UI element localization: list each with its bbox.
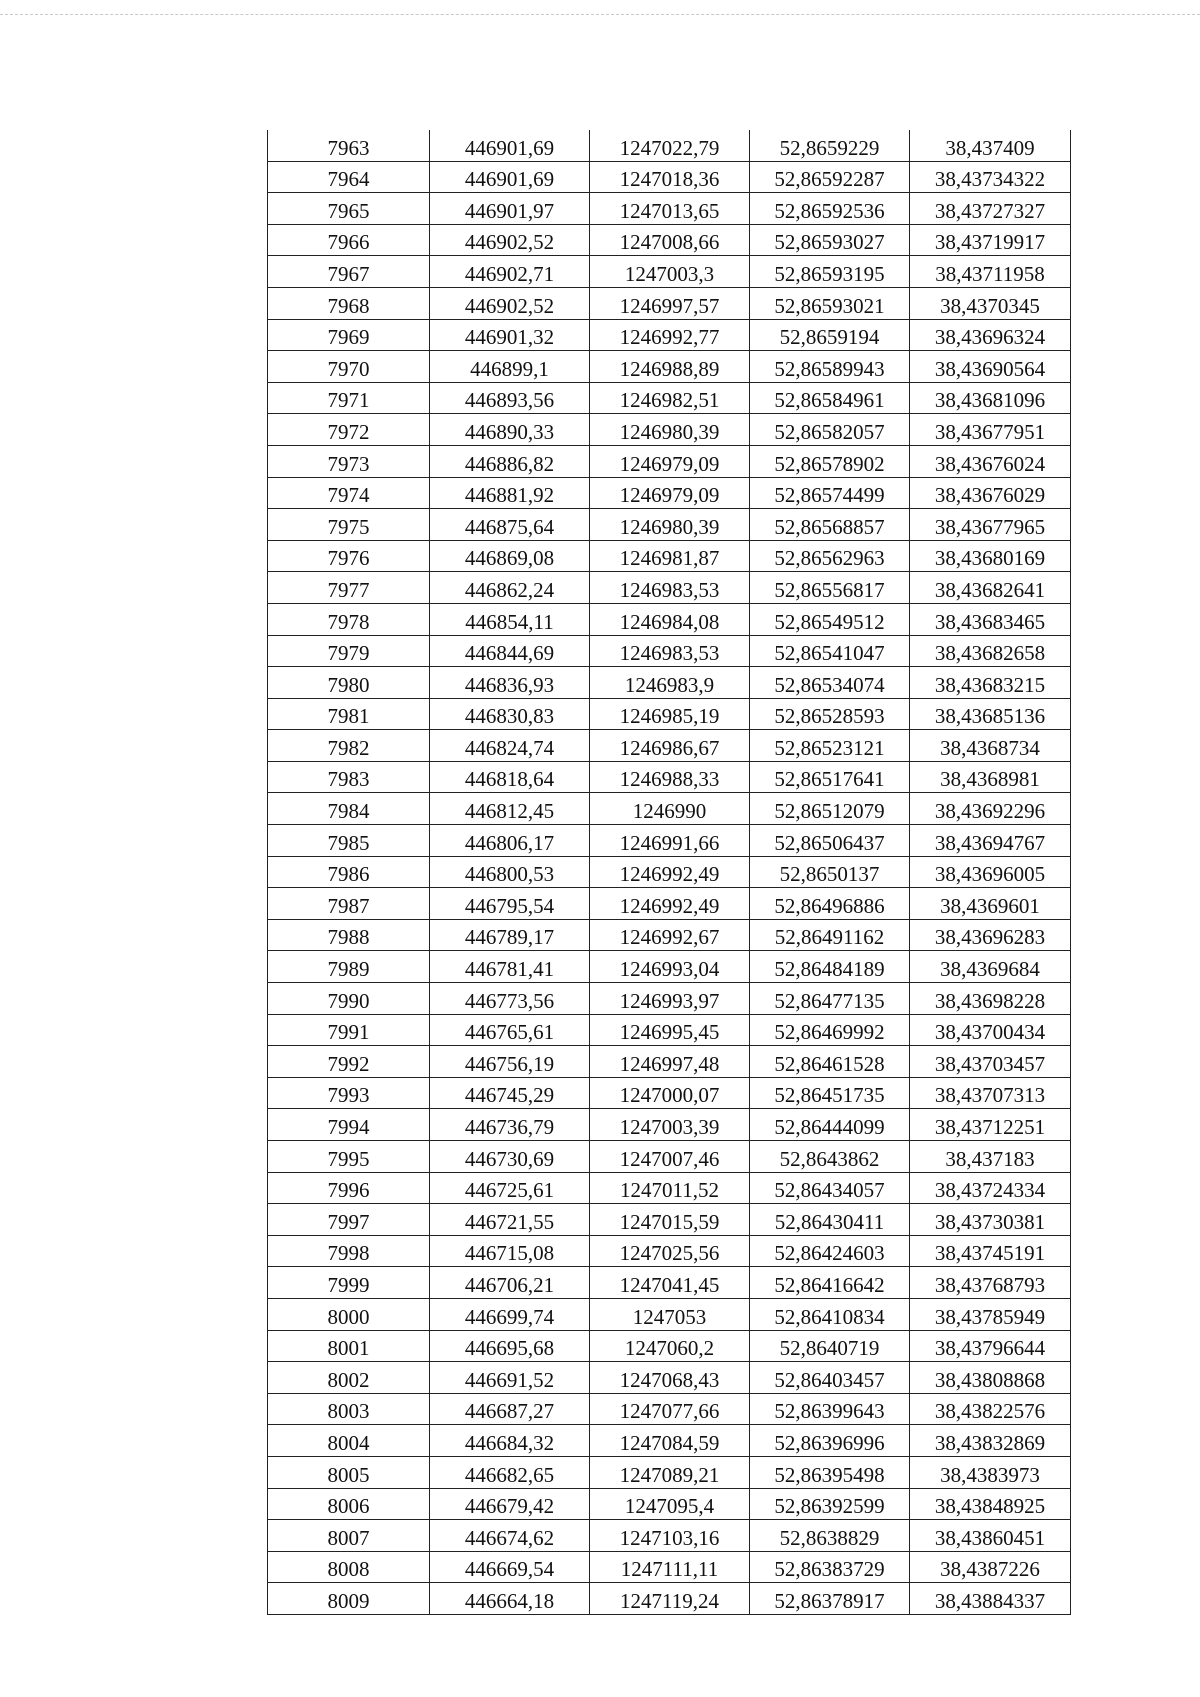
- table-row: [268, 1393, 1071, 1425]
- latitude-cell: 52,86592536: [750, 193, 910, 225]
- y-coordinate-cell: 1247007,46: [590, 1141, 750, 1173]
- point-number-cell: 8002: [268, 1362, 430, 1394]
- x-coordinate-cell: 446869,08: [430, 540, 590, 572]
- x-coordinate-cell: 446824,74: [430, 730, 590, 762]
- point-number-cell: 7981: [268, 698, 430, 730]
- point-number-cell: 7974: [268, 477, 430, 509]
- longitude-cell: 38,43860451: [910, 1520, 1071, 1552]
- point-number-cell: 7998: [268, 1235, 430, 1267]
- longitude-cell: 38,4368734: [910, 730, 1071, 762]
- latitude-cell: 52,86461528: [750, 1046, 910, 1078]
- latitude-cell: 52,86383729: [750, 1551, 910, 1583]
- x-coordinate-cell: 446682,65: [430, 1456, 590, 1488]
- latitude-cell: 52,86396996: [750, 1425, 910, 1457]
- table-row: [268, 698, 1071, 730]
- point-number-cell: 8005: [268, 1456, 430, 1488]
- x-coordinate-cell: 446862,24: [430, 572, 590, 604]
- x-coordinate-cell: 446902,52: [430, 287, 590, 319]
- x-coordinate-cell: 446812,45: [430, 793, 590, 825]
- longitude-cell: 38,43696283: [910, 919, 1071, 951]
- x-coordinate-cell: 446901,32: [430, 319, 590, 351]
- longitude-cell: 38,43727327: [910, 193, 1071, 225]
- y-coordinate-cell: 1246997,57: [590, 287, 750, 319]
- x-coordinate-cell: 446736,79: [430, 1109, 590, 1141]
- point-number-cell: 8008: [268, 1551, 430, 1583]
- longitude-cell: 38,43683465: [910, 603, 1071, 635]
- point-number-cell: 7984: [268, 793, 430, 825]
- longitude-cell: 38,43848925: [910, 1488, 1071, 1520]
- y-coordinate-cell: 1247018,36: [590, 161, 750, 193]
- table-row: [268, 1488, 1071, 1520]
- latitude-cell: 52,86523121: [750, 730, 910, 762]
- y-coordinate-cell: 1247077,66: [590, 1393, 750, 1425]
- longitude-cell: 38,43682658: [910, 635, 1071, 667]
- longitude-cell: 38,4369601: [910, 888, 1071, 920]
- table-row: [268, 509, 1071, 541]
- latitude-cell: 52,86584961: [750, 382, 910, 414]
- y-coordinate-cell: 1246991,66: [590, 825, 750, 857]
- y-coordinate-cell: 1246984,08: [590, 603, 750, 635]
- coordinates-table: [267, 130, 1071, 1615]
- x-coordinate-cell: 446730,69: [430, 1141, 590, 1173]
- table-row: [268, 951, 1071, 983]
- latitude-cell: 52,86578902: [750, 445, 910, 477]
- latitude-cell: 52,86534074: [750, 667, 910, 699]
- longitude-cell: 38,43676029: [910, 477, 1071, 509]
- longitude-cell: 38,43682641: [910, 572, 1071, 604]
- table-row: [268, 1014, 1071, 1046]
- latitude-cell: 52,86582057: [750, 414, 910, 446]
- latitude-cell: 52,86451735: [750, 1077, 910, 1109]
- table-row: [268, 1330, 1071, 1362]
- point-number-cell: 7995: [268, 1141, 430, 1173]
- longitude-cell: 38,43745191: [910, 1235, 1071, 1267]
- longitude-cell: 38,43707313: [910, 1077, 1071, 1109]
- latitude-cell: 52,86562963: [750, 540, 910, 572]
- point-number-cell: 7975: [268, 509, 430, 541]
- x-coordinate-cell: 446902,52: [430, 224, 590, 256]
- y-coordinate-cell: 1246995,45: [590, 1014, 750, 1046]
- x-coordinate-cell: 446844,69: [430, 635, 590, 667]
- longitude-cell: 38,4369684: [910, 951, 1071, 983]
- y-coordinate-cell: 1246992,77: [590, 319, 750, 351]
- table-row: [268, 825, 1071, 857]
- table-row: [268, 1425, 1071, 1457]
- y-coordinate-cell: 1246982,51: [590, 382, 750, 414]
- x-coordinate-cell: 446706,21: [430, 1267, 590, 1299]
- y-coordinate-cell: 1247119,24: [590, 1583, 750, 1615]
- longitude-cell: 38,43692296: [910, 793, 1071, 825]
- table-row: [268, 603, 1071, 635]
- x-coordinate-cell: 446781,41: [430, 951, 590, 983]
- point-number-cell: 7986: [268, 856, 430, 888]
- table-row: [268, 540, 1071, 572]
- point-number-cell: 7988: [268, 919, 430, 951]
- table-row: [268, 256, 1071, 288]
- table-row: [268, 1141, 1071, 1173]
- longitude-cell: 38,437409: [910, 130, 1071, 161]
- x-coordinate-cell: 446818,64: [430, 761, 590, 793]
- table-row: [268, 1046, 1071, 1078]
- x-coordinate-cell: 446715,08: [430, 1235, 590, 1267]
- table-row: [268, 919, 1071, 951]
- longitude-cell: 38,43730381: [910, 1204, 1071, 1236]
- y-coordinate-cell: 1247015,59: [590, 1204, 750, 1236]
- latitude-cell: 52,86496886: [750, 888, 910, 920]
- latitude-cell: 52,86556817: [750, 572, 910, 604]
- latitude-cell: 52,86589943: [750, 351, 910, 383]
- point-number-cell: 7965: [268, 193, 430, 225]
- point-number-cell: 7982: [268, 730, 430, 762]
- x-coordinate-cell: 446901,97: [430, 193, 590, 225]
- table-row: [268, 793, 1071, 825]
- longitude-cell: 38,43712251: [910, 1109, 1071, 1141]
- point-number-cell: 7996: [268, 1172, 430, 1204]
- latitude-cell: 52,86416642: [750, 1267, 910, 1299]
- x-coordinate-cell: 446795,54: [430, 888, 590, 920]
- y-coordinate-cell: 1246979,09: [590, 445, 750, 477]
- point-number-cell: 7992: [268, 1046, 430, 1078]
- table-row: [268, 351, 1071, 383]
- longitude-cell: 38,43734322: [910, 161, 1071, 193]
- longitude-cell: 38,43677951: [910, 414, 1071, 446]
- x-coordinate-cell: 446893,56: [430, 382, 590, 414]
- x-coordinate-cell: 446854,11: [430, 603, 590, 635]
- table-row: [268, 1172, 1071, 1204]
- table-row: [268, 761, 1071, 793]
- x-coordinate-cell: 446875,64: [430, 509, 590, 541]
- x-coordinate-cell: 446830,83: [430, 698, 590, 730]
- table-row: [268, 130, 1071, 161]
- longitude-cell: 38,43768793: [910, 1267, 1071, 1299]
- point-number-cell: 8007: [268, 1520, 430, 1552]
- latitude-cell: 52,86593195: [750, 256, 910, 288]
- table-row: [268, 1520, 1071, 1552]
- x-coordinate-cell: 446687,27: [430, 1393, 590, 1425]
- x-coordinate-cell: 446773,56: [430, 983, 590, 1015]
- point-number-cell: 7979: [268, 635, 430, 667]
- y-coordinate-cell: 1247089,21: [590, 1456, 750, 1488]
- y-coordinate-cell: 1247011,52: [590, 1172, 750, 1204]
- table-row: [268, 224, 1071, 256]
- latitude-cell: 52,8640719: [750, 1330, 910, 1362]
- latitude-cell: 52,86469992: [750, 1014, 910, 1046]
- coordinates-table-body: [268, 130, 1071, 1614]
- point-number-cell: 7983: [268, 761, 430, 793]
- y-coordinate-cell: 1246983,9: [590, 667, 750, 699]
- table-row: [268, 477, 1071, 509]
- y-coordinate-cell: 1247003,39: [590, 1109, 750, 1141]
- longitude-cell: 38,43680169: [910, 540, 1071, 572]
- table-row: [268, 856, 1071, 888]
- point-number-cell: 7993: [268, 1077, 430, 1109]
- y-coordinate-cell: 1247084,59: [590, 1425, 750, 1457]
- x-coordinate-cell: 446699,74: [430, 1298, 590, 1330]
- point-number-cell: 8006: [268, 1488, 430, 1520]
- x-coordinate-cell: 446721,55: [430, 1204, 590, 1236]
- longitude-cell: 38,437183: [910, 1141, 1071, 1173]
- point-number-cell: 7976: [268, 540, 430, 572]
- longitude-cell: 38,43884337: [910, 1583, 1071, 1615]
- longitude-cell: 38,43796644: [910, 1330, 1071, 1362]
- y-coordinate-cell: 1247111,11: [590, 1551, 750, 1583]
- table-row: [268, 1077, 1071, 1109]
- latitude-cell: 52,86434057: [750, 1172, 910, 1204]
- y-coordinate-cell: 1247095,4: [590, 1488, 750, 1520]
- x-coordinate-cell: 446679,42: [430, 1488, 590, 1520]
- y-coordinate-cell: 1247060,2: [590, 1330, 750, 1362]
- table-row: [268, 1362, 1071, 1394]
- table-row: [268, 414, 1071, 446]
- y-coordinate-cell: 1246992,49: [590, 856, 750, 888]
- point-number-cell: 7991: [268, 1014, 430, 1046]
- longitude-cell: 38,43808868: [910, 1362, 1071, 1394]
- y-coordinate-cell: 1247041,45: [590, 1267, 750, 1299]
- latitude-cell: 52,86512079: [750, 793, 910, 825]
- latitude-cell: 52,86593027: [750, 224, 910, 256]
- x-coordinate-cell: 446691,52: [430, 1362, 590, 1394]
- latitude-cell: 52,86395498: [750, 1456, 910, 1488]
- x-coordinate-cell: 446756,19: [430, 1046, 590, 1078]
- x-coordinate-cell: 446881,92: [430, 477, 590, 509]
- latitude-cell: 52,86403457: [750, 1362, 910, 1394]
- latitude-cell: 52,86444099: [750, 1109, 910, 1141]
- latitude-cell: 52,86592287: [750, 161, 910, 193]
- point-number-cell: 8003: [268, 1393, 430, 1425]
- table-row: [268, 635, 1071, 667]
- x-coordinate-cell: 446901,69: [430, 161, 590, 193]
- latitude-cell: 52,86541047: [750, 635, 910, 667]
- x-coordinate-cell: 446745,29: [430, 1077, 590, 1109]
- table-row: [268, 1551, 1071, 1583]
- longitude-cell: 38,4383973: [910, 1456, 1071, 1488]
- y-coordinate-cell: 1246980,39: [590, 414, 750, 446]
- y-coordinate-cell: 1246988,89: [590, 351, 750, 383]
- point-number-cell: 7987: [268, 888, 430, 920]
- latitude-cell: 52,86549512: [750, 603, 910, 635]
- latitude-cell: 52,86399643: [750, 1393, 910, 1425]
- latitude-cell: 52,86392599: [750, 1488, 910, 1520]
- point-number-cell: 7978: [268, 603, 430, 635]
- longitude-cell: 38,43683215: [910, 667, 1071, 699]
- longitude-cell: 38,4370345: [910, 287, 1071, 319]
- latitude-cell: 52,86528593: [750, 698, 910, 730]
- longitude-cell: 38,43822576: [910, 1393, 1071, 1425]
- y-coordinate-cell: 1247013,65: [590, 193, 750, 225]
- longitude-cell: 38,43785949: [910, 1298, 1071, 1330]
- point-number-cell: 8004: [268, 1425, 430, 1457]
- longitude-cell: 38,43696324: [910, 319, 1071, 351]
- table-row: [268, 1267, 1071, 1299]
- x-coordinate-cell: 446684,32: [430, 1425, 590, 1457]
- latitude-cell: 52,86506437: [750, 825, 910, 857]
- latitude-cell: 52,8643862: [750, 1141, 910, 1173]
- x-coordinate-cell: 446664,18: [430, 1583, 590, 1615]
- table-row: [268, 287, 1071, 319]
- table-row: [268, 1235, 1071, 1267]
- y-coordinate-cell: 1246993,04: [590, 951, 750, 983]
- table-row: [268, 161, 1071, 193]
- point-number-cell: 7989: [268, 951, 430, 983]
- y-coordinate-cell: 1247068,43: [590, 1362, 750, 1394]
- y-coordinate-cell: 1246997,48: [590, 1046, 750, 1078]
- x-coordinate-cell: 446886,82: [430, 445, 590, 477]
- x-coordinate-cell: 446836,93: [430, 667, 590, 699]
- point-number-cell: 7994: [268, 1109, 430, 1141]
- table-row: [268, 1583, 1071, 1615]
- table-row: [268, 445, 1071, 477]
- table-row: [268, 572, 1071, 604]
- table-row: [268, 730, 1071, 762]
- y-coordinate-cell: 1246979,09: [590, 477, 750, 509]
- latitude-cell: 52,86574499: [750, 477, 910, 509]
- x-coordinate-cell: 446669,54: [430, 1551, 590, 1583]
- point-number-cell: 7969: [268, 319, 430, 351]
- latitude-cell: 52,8659194: [750, 319, 910, 351]
- y-coordinate-cell: 1246983,53: [590, 635, 750, 667]
- longitude-cell: 38,43698228: [910, 983, 1071, 1015]
- y-coordinate-cell: 1246992,67: [590, 919, 750, 951]
- table-row: [268, 382, 1071, 414]
- table-row: [268, 1456, 1071, 1488]
- y-coordinate-cell: 1246985,19: [590, 698, 750, 730]
- latitude-cell: 52,8650137: [750, 856, 910, 888]
- y-coordinate-cell: 1246980,39: [590, 509, 750, 541]
- longitude-cell: 38,43711958: [910, 256, 1071, 288]
- longitude-cell: 38,43696005: [910, 856, 1071, 888]
- point-number-cell: 7990: [268, 983, 430, 1015]
- x-coordinate-cell: 446890,33: [430, 414, 590, 446]
- longitude-cell: 38,43700434: [910, 1014, 1071, 1046]
- longitude-cell: 38,43832869: [910, 1425, 1071, 1457]
- longitude-cell: 38,43719917: [910, 224, 1071, 256]
- x-coordinate-cell: 446695,68: [430, 1330, 590, 1362]
- table-row: [268, 667, 1071, 699]
- latitude-cell: 52,86593021: [750, 287, 910, 319]
- longitude-cell: 38,43703457: [910, 1046, 1071, 1078]
- scan-top-edge: [0, 14, 1200, 15]
- latitude-cell: 52,8638829: [750, 1520, 910, 1552]
- y-coordinate-cell: 1246986,67: [590, 730, 750, 762]
- x-coordinate-cell: 446800,53: [430, 856, 590, 888]
- latitude-cell: 52,86378917: [750, 1583, 910, 1615]
- point-number-cell: 7980: [268, 667, 430, 699]
- point-number-cell: 7963: [268, 130, 430, 161]
- y-coordinate-cell: 1246981,87: [590, 540, 750, 572]
- point-number-cell: 7967: [268, 256, 430, 288]
- y-coordinate-cell: 1247008,66: [590, 224, 750, 256]
- point-number-cell: 7966: [268, 224, 430, 256]
- longitude-cell: 38,43724334: [910, 1172, 1071, 1204]
- y-coordinate-cell: 1246992,49: [590, 888, 750, 920]
- x-coordinate-cell: 446765,61: [430, 1014, 590, 1046]
- latitude-cell: 52,86477135: [750, 983, 910, 1015]
- table-row: [268, 983, 1071, 1015]
- latitude-cell: 52,86568857: [750, 509, 910, 541]
- y-coordinate-cell: 1246988,33: [590, 761, 750, 793]
- x-coordinate-cell: 446789,17: [430, 919, 590, 951]
- latitude-cell: 52,86430411: [750, 1204, 910, 1236]
- x-coordinate-cell: 446806,17: [430, 825, 590, 857]
- y-coordinate-cell: 1247025,56: [590, 1235, 750, 1267]
- point-number-cell: 7971: [268, 382, 430, 414]
- latitude-cell: 52,8659229: [750, 130, 910, 161]
- table-row: [268, 1204, 1071, 1236]
- longitude-cell: 38,43694767: [910, 825, 1071, 857]
- table-row: [268, 319, 1071, 351]
- point-number-cell: 7968: [268, 287, 430, 319]
- y-coordinate-cell: 1247103,16: [590, 1520, 750, 1552]
- point-number-cell: 7964: [268, 161, 430, 193]
- table-row: [268, 888, 1071, 920]
- longitude-cell: 38,43677965: [910, 509, 1071, 541]
- latitude-cell: 52,86424603: [750, 1235, 910, 1267]
- y-coordinate-cell: 1247053: [590, 1298, 750, 1330]
- latitude-cell: 52,86484189: [750, 951, 910, 983]
- longitude-cell: 38,43690564: [910, 351, 1071, 383]
- point-number-cell: 8000: [268, 1298, 430, 1330]
- longitude-cell: 38,43685136: [910, 698, 1071, 730]
- latitude-cell: 52,86517641: [750, 761, 910, 793]
- x-coordinate-cell: 446899,1: [430, 351, 590, 383]
- y-coordinate-cell: 1246983,53: [590, 572, 750, 604]
- x-coordinate-cell: 446901,69: [430, 130, 590, 161]
- longitude-cell: 38,4368981: [910, 761, 1071, 793]
- y-coordinate-cell: 1246990: [590, 793, 750, 825]
- longitude-cell: 38,4387226: [910, 1551, 1071, 1583]
- y-coordinate-cell: 1247022,79: [590, 130, 750, 161]
- point-number-cell: 7977: [268, 572, 430, 604]
- point-number-cell: 8009: [268, 1583, 430, 1615]
- point-number-cell: 7999: [268, 1267, 430, 1299]
- x-coordinate-cell: 446674,62: [430, 1520, 590, 1552]
- y-coordinate-cell: 1247000,07: [590, 1077, 750, 1109]
- longitude-cell: 38,43681096: [910, 382, 1071, 414]
- y-coordinate-cell: 1247003,3: [590, 256, 750, 288]
- point-number-cell: 7970: [268, 351, 430, 383]
- x-coordinate-cell: 446725,61: [430, 1172, 590, 1204]
- latitude-cell: 52,86410834: [750, 1298, 910, 1330]
- table-row: [268, 193, 1071, 225]
- y-coordinate-cell: 1246993,97: [590, 983, 750, 1015]
- latitude-cell: 52,86491162: [750, 919, 910, 951]
- x-coordinate-cell: 446902,71: [430, 256, 590, 288]
- table-row: [268, 1109, 1071, 1141]
- longitude-cell: 38,43676024: [910, 445, 1071, 477]
- point-number-cell: 7973: [268, 445, 430, 477]
- point-number-cell: 7997: [268, 1204, 430, 1236]
- point-number-cell: 8001: [268, 1330, 430, 1362]
- point-number-cell: 7985: [268, 825, 430, 857]
- table-row: [268, 1298, 1071, 1330]
- point-number-cell: 7972: [268, 414, 430, 446]
